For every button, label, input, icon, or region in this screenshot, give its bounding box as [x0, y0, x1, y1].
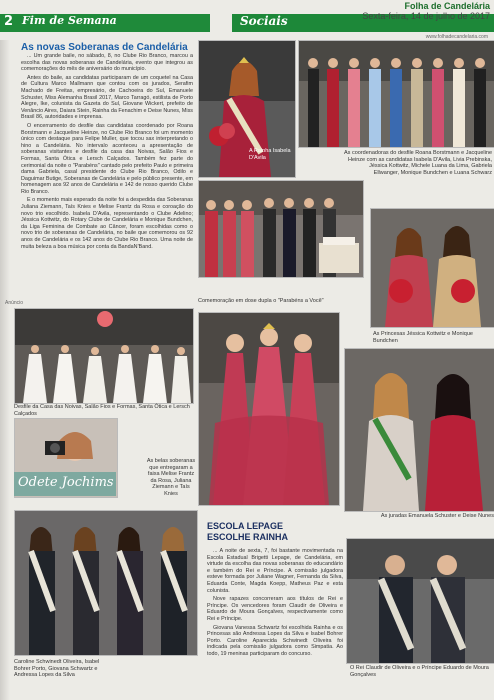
article-paragraph: E o momento mais esperado da noite foi a despedida das Soberanas Juliana Ziemann, Taís Knies e Melise Frantz da Rosa e coroação do novo trio escolhido. Isabela D'Avila, representando o Clube Adelino; Jéssica Kottwitz, do Rotary Clube de Candelária e Monique Bundchen, da Liga Feminina de Combate ao Câncer, foram escolhidas como o novo trio de soberanas de Candelária, no baile que comemorou os 92 anos de Candelária e os 142 anos do Clube Rio Branco. Uma noite de muita beleza a boa música por conta da BandaN'Band.: [21, 197, 193, 250]
article-paragraph: Antes do baile, as candidatas participaram de um coquetel na Casa de Cultura Marco Mallmann que contou com os jurados, Serafim Machado de Freitas, empresário, de Cachoeira do Sul, Emanuele Schuster, Miss Alemanha Brasil 2017, Marco Tarragó, estilista de Porto Alegre, Ike, colunista da Gazeta do Sul, Giovane Wickert, prefeito de Venâncio Aires, Daiara Stein, Rainha da Fenachim e Deise Nunes, Miss Brasil 86, autoridades e imprensa.: [21, 74, 193, 121]
former-soberanas-photo: [198, 312, 340, 506]
lepage-girls-photo: [14, 510, 198, 656]
article-body: [21, 53, 193, 252]
lepage-king-caption: O Rei Claudir de Oliveira e o Príncipe Eduardo de Moura Gonçalves: [350, 665, 489, 678]
paper-name: Folha de Candelária: [404, 1, 490, 11]
princesses-photo: [370, 208, 494, 328]
jurors-caption: As juradas Emanuela Schuster e Deise Nunes: [380, 513, 494, 519]
lepage-girls-caption: Caroline Schwinedt Oliveira, Isabel Bohrer Porto, Giovana Schwartz e Andressa Lopes da Silva: [14, 659, 100, 679]
paper-masthead: [362, 1, 490, 21]
queen-caption: A Rainha Isabela D'Avila: [249, 148, 291, 161]
lepage-body: [207, 548, 343, 660]
former-soberanas-caption: As belas soberanas que entregaram a faixa Melise Frantz da Rosa, Juliana Ziemann e Taís Knies: [146, 458, 196, 497]
columnist-banner: [14, 472, 116, 496]
margin-note: Anúncio: [5, 300, 24, 306]
lepage-king-photo: [346, 538, 494, 664]
coordinators-caption: As coordenadoras do desfile Roana Borstmann e Jacqueline Heinze com as candidatas Isabela D'Avila, Livia Prebinska, Jéssica Kottwitz, Michele Luana da Lima, Gabriela Ellwanger, Monique Bundchen e Luana Schwarz: [344, 150, 492, 176]
page-fold-shadow: [0, 0, 10, 700]
columnist-name: Odete Jochims: [18, 475, 114, 490]
lepage-paragraph: Giovana Vanessa Schwartz foi escolhida Rainha e os Princesas são Andressa Lopes da Silva e Isabel Bohrer Porto. Caroline Aparecida Schwinedt Oliveira foi indicada pela comissão julgadora como Simpatia. Ao todo, 19 meninas participaram do concurso.: [207, 624, 343, 657]
right-section-title: Sociais: [240, 14, 288, 28]
issue-date: Sexta-feira, 14 de julho de 2017: [362, 11, 490, 21]
page-number: 2: [4, 14, 14, 29]
lepage-paragraph: ... A noite de sexta, 7, foi bastante movimentada na Escola Estadual Brigetti Lepage, de Candelária, em virtude da escolha das novas soberanas do educandário e também do Rei e Príncipe. A comissão julgadora esteve formada por Juliane Wagner, Fernanda da Silva, Eduarda Conte, Magda Koepp, Matheus Paz e esta colunista.: [207, 548, 343, 594]
lepage-title-line1: ESCOLA LEPAGE: [207, 521, 284, 531]
princesses-caption: As Princesas Jéssica Kottwitz e Monique Bundchen: [373, 331, 473, 344]
candidates-photo: [298, 40, 494, 148]
parabens-photo: [198, 180, 364, 278]
article-paragraph: ... Um grande baile, no sábado, 8, no Clube Rio Branco, marcou a escolha das novas soberanas de Candelária, evento que integrou as comemorações do mês de aniversário do município.: [21, 53, 193, 73]
article-title: As novas Soberanas de Candelária: [21, 42, 188, 53]
desfile-photo: [14, 308, 194, 404]
left-section-title: Fim de Semana: [22, 14, 117, 27]
article-paragraph: O encerramento do desfile das candidatas coordenado por Roana Borstmann e Jacqueline Heinze, no Clube Rio Branco foi um momento único com destaque para Felipe Muller, que tocou sax interpretando o hino a Candelária. No intervalo aconteceu a apresentação de soberanas visitantes e desfile da casa das Noivas, Salão Fios e Formas, Santa Ótica e Lersch Calçados. Também fez parte do cerimonial da noite o "Parabéns" cantado pelo prefeito Paulo e primeira dama Gabriela, casal presidente do Clube Rio Branco, Odilo e Daguimar Butige, Soberanas de Candelária e pelo público presente, em homenagem aos 92 anos de Candelária e 142 de nosso querido Clube Rio Branco.: [21, 122, 194, 195]
parabens-caption: Comemoração em dose dupla o "Parabéns a Você": [198, 298, 324, 304]
page-header: [0, 0, 494, 40]
lepage-title: [207, 521, 288, 543]
lepage-title-line2: ESCOLHE RAINHA: [207, 532, 289, 542]
paper-web: www.folhadecandelaria.com: [425, 34, 488, 40]
desfile-caption: Desfile da Casa das Noivas, Salão Fios e Formas, Santa Ótica e Lersch Calçados: [14, 404, 190, 417]
jurors-photo: [344, 348, 494, 512]
lepage-paragraph: Nove rapazes concorreram aos títulos de Rei e Príncipe. Os vencedores foram Claudir de Oliveira e Eduardo de Moura Gonçalves, respectivamente como Rei e Príncipe.: [207, 596, 343, 622]
